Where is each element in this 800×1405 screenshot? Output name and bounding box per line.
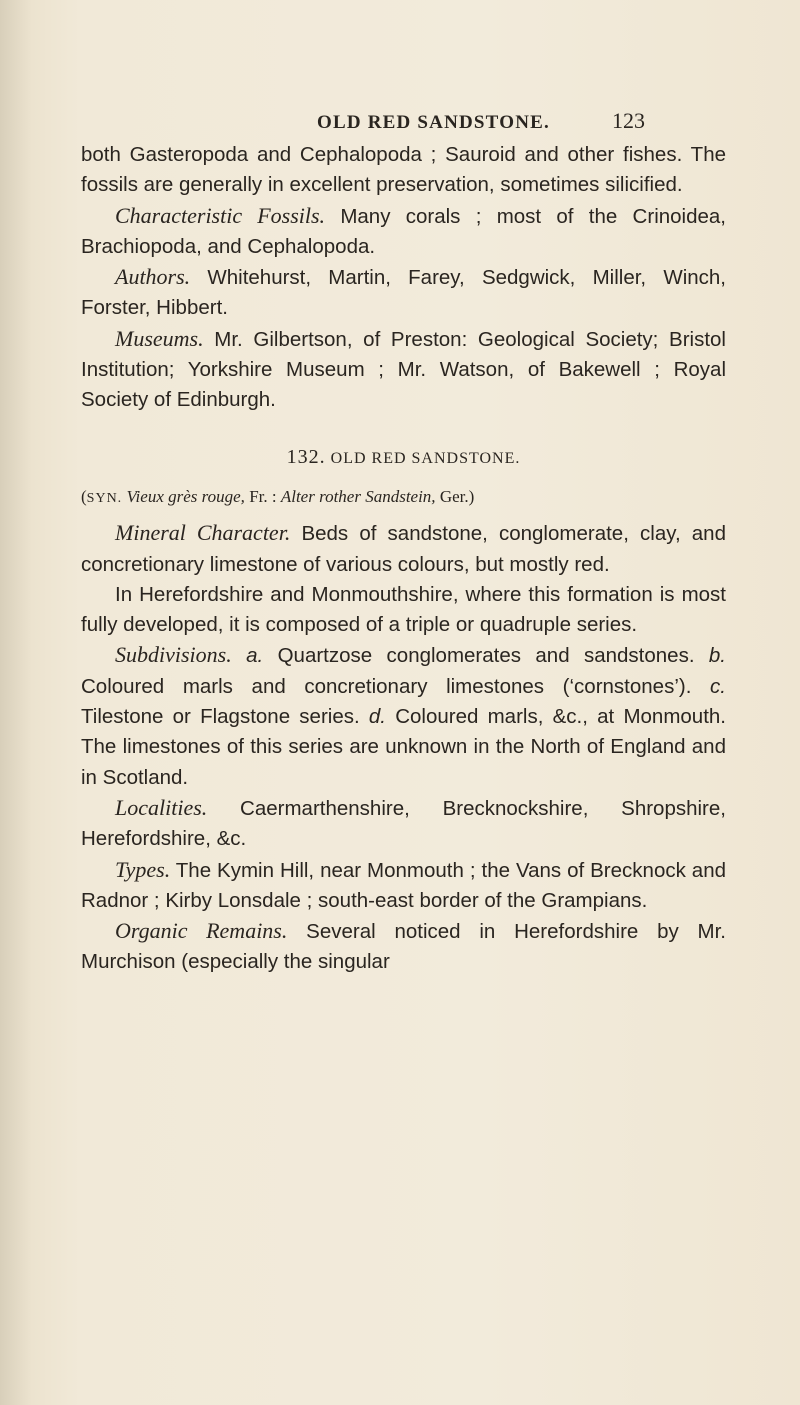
section-number: 132. [286,445,326,468]
paragraph-localities: Localities. Caermarthenshire, Brecknockshire, Shropshire, Herefordshire, &c. [81,794,726,851]
section-heading [81,442,726,474]
page-header [0,108,800,138]
paragraph-characteristic-fossils: Characteristic Fossils. Many corals ; most of the Crinoidea, Brachiopoda, and Cephalopoda. [81,202,726,258]
section-label: Types. [115,856,171,882]
paragraph-museums: Museums. Mr. Gilbertson, of Preston: Geological Society; Bristol Institution; Yorkshire Museum ; Mr. Watson, of Bakewell ; Royal Society of Edinburgh. [81,325,726,412]
paragraph-mineral-character: Mineral Character. Beds of sandstone, conglomerate, clay, and concretionary limestone of various colours, but mostly red. [81,520,726,576]
paragraph-organic-remains: Organic Remains. Several noticed in Herefordshire by Mr. Murchison (especially the singular [81,918,726,974]
paragraph-authors: Authors. Whitehurst, Martin, Farey, Sedgwick, Miller, Winch, Forster, Hibbert. [81,264,726,320]
section-label: Authors. [115,264,191,290]
section-label: Mineral Character. [115,520,291,546]
paragraph-continuation: both Gasteropoda and Cephalopoda ; Sauroid and other fishes. The fossils are generally in excellent preservation, sometimes silicified. [81,143,726,197]
section-label: Localities. [115,794,208,820]
running-title: OLD RED SANDSTONE. [317,112,550,133]
paragraph-subdivisions: Subdivisions. a. Quartzose conglomerates and sandstones. b. Coloured marls and concretionary limestones (‘cornstones’). c. Tilestone or Flagstone series. d. Coloured marls, &c., at Monmouth. The limestones of this series are unknown in the North of England and in Scotland. [81,642,727,789]
synonyms-line: (SYN. Vieux grès rouge, Fr. : Alter rother Sandstein, Ger.) [81,486,475,506]
section-label: Characteristic Fossils. [115,202,326,228]
section-label: Organic Remains. [115,918,288,944]
paragraph-types: Types. The Kymin Hill, near Monmouth ; the Vans of Brecknock and Radnor ; Kirby Lonsdale ; south-east border of the Grampians. [81,856,726,912]
section-label: Museums. [115,325,204,351]
section-title: OLD RED SANDSTONE. [330,449,521,467]
paragraph-herefordshire: In Herefordshire and Monmouthshire, where this formation is most fully developed, it is composed of a triple or quadruple series. [81,582,726,637]
page-number: 123 [612,108,645,133]
section-label: Subdivisions. [115,642,232,668]
body-text [81,140,726,978]
